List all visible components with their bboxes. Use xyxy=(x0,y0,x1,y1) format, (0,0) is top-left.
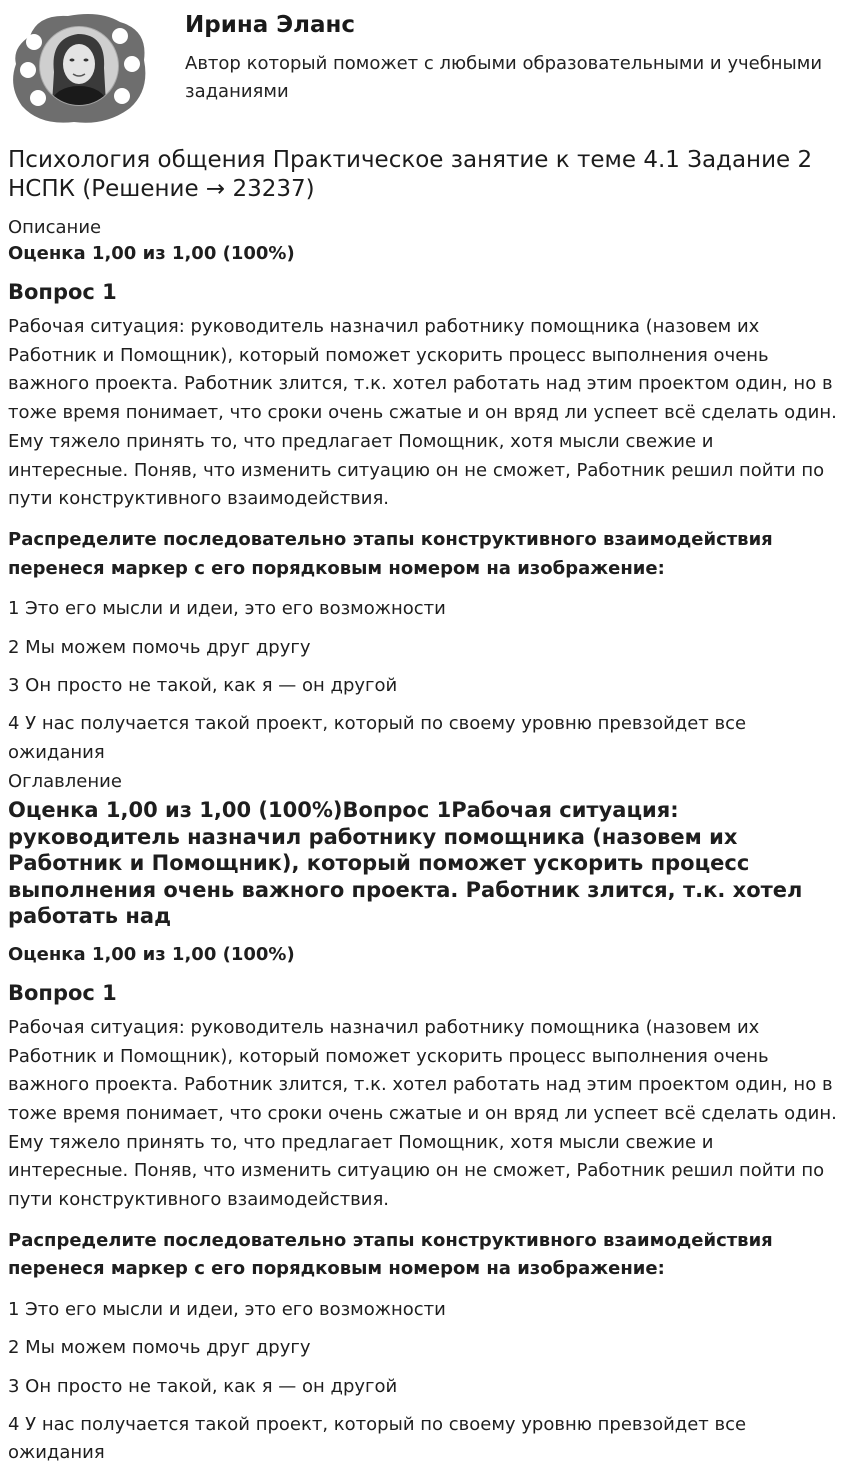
option-item: 2 Мы можем помочь друг другу xyxy=(8,1337,311,1359)
instruction-text: Распределите последовательно этапы конструктивного взаимодействия перенеся маркер с его порядковым номером на изображение: xyxy=(8,528,773,579)
option-item: 4 У нас получается такой проект, который по своему уровню превзойдет все ожидания xyxy=(8,1413,747,1464)
document-title: Психология общения Практическое занятие к теме 4.1 Задание 2 НСПК (Решение → 23237) xyxy=(8,147,813,202)
situation-text: Рабочая ситуация: руководитель назначил работнику помощника (назовем их Работник и Помощник), который поможет ускорить процесс выполнения очень важного проекта. Работник злится, т.к. хотел работать над этим проектом один, но в тоже время понимает, что сроки очень сжатые и он вряд ли успеет всё сделать один. Ему тяжело принять то, что предлагает Помощник, хотя мысли свежие и интересные. Поняв, что изменить ситуацию он не сможет, Работник решил пойти по пути конструктивного взаимодействия. xyxy=(8,316,837,510)
author-description: Автор который поможет с любыми образовательными и учебными заданиями xyxy=(185,53,823,102)
author-portrait-icon xyxy=(8,8,150,126)
toc-text: Оценка 1,00 из 1,00 (100%)Вопрос 1Рабочая ситуация: руководитель назначил работнику помощника (назовем их Работник и Помощник), который поможет ускорить процесс выполнения очень важного проекта. Работник злится, т.к. хотел работать над xyxy=(8,798,803,929)
instruction-text: Распределите последовательно этапы конструктивного взаимодействия перенеся маркер с его порядковым номером на изображение: xyxy=(8,1229,773,1280)
option-item: 4 У нас получается такой проект, который по своему уровню превзойдет все ожидания xyxy=(8,712,747,763)
grade: Оценка 1,00 из 1,00 (100%) xyxy=(8,943,295,965)
option-item: 3 Он просто не такой, как я — он другой xyxy=(8,674,398,696)
toc-label: Оглавление xyxy=(8,771,122,793)
option-item: 1 Это его мысли и идеи, это его возможности xyxy=(8,1299,446,1321)
grade: Оценка 1,00 из 1,00 (100%) xyxy=(8,243,295,264)
author-header xyxy=(0,0,847,140)
author-name[interactable]: Ирина Эланс xyxy=(185,12,356,38)
situation-text: Рабочая ситуация: руководитель назначил работнику помощника (назовем их Работник и Помощник), который поможет ускорить процесс выполнения очень важного проекта. Работник злится, т.к. хотел работать над этим проектом один, но в тоже время понимает, что сроки очень сжатые и он вряд ли успеет всё сделать один. Ему тяжело принять то, что предлагает Помощник, хотя мысли свежие и интересные. Поняв, что изменить ситуацию он не сможет, Работник решил пойти по пути конструктивного взаимодействия. xyxy=(8,1016,837,1211)
option-item: 3 Он просто не такой, как я — он другой xyxy=(8,1375,398,1397)
option-item: 1 Это его мысли и идеи, это его возможности xyxy=(8,598,446,620)
question-heading: Вопрос 1 xyxy=(8,980,117,1005)
option-item: 2 Мы можем помочь друг другу xyxy=(8,636,311,658)
question-heading: Вопрос 1 xyxy=(8,280,117,304)
document-content xyxy=(8,146,838,1478)
toc-section xyxy=(8,944,838,1468)
avatar[interactable] xyxy=(8,8,150,126)
description-label: Описание xyxy=(8,217,102,238)
description-section xyxy=(8,243,838,767)
